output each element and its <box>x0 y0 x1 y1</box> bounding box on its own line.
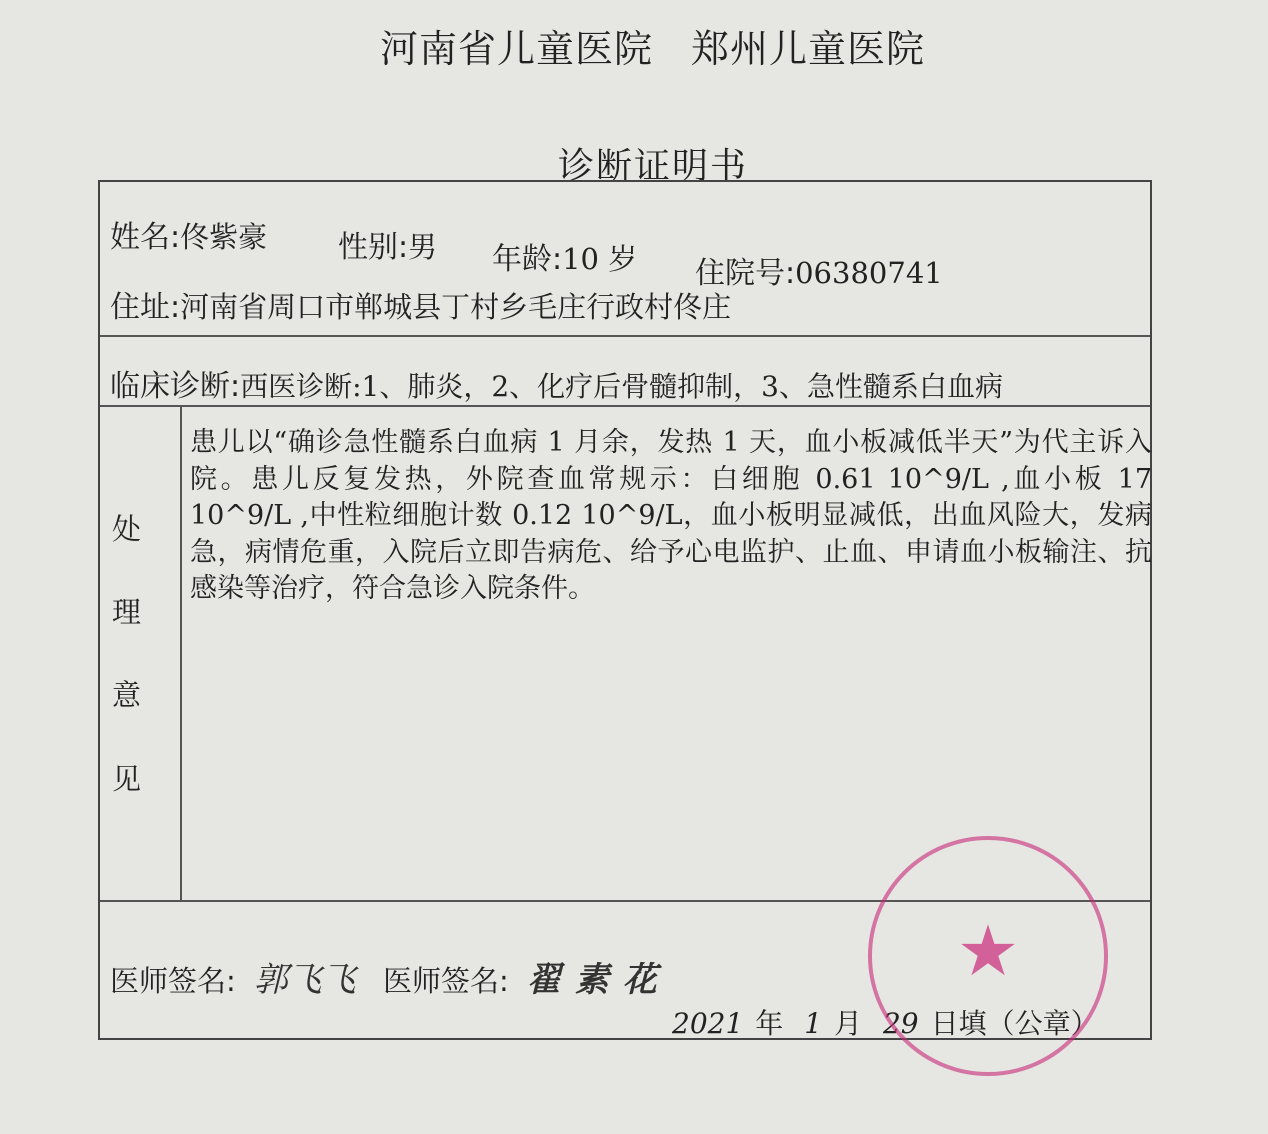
hospital-id: 06380741 <box>795 256 943 290</box>
hospital-name-2: 郑州儿童医院 <box>691 27 926 71</box>
official-seal <box>868 836 1108 1076</box>
label-char: 见 <box>112 762 142 796</box>
signature-label-1: 医师签名: <box>110 964 236 998</box>
treatment-label <box>100 407 182 900</box>
signature-printed: 翟素花 <box>526 960 671 1000</box>
month-unit: 月 <box>834 1007 863 1040</box>
label-char: 意 <box>112 678 142 712</box>
day-suffix: 日填（公章） <box>930 1007 1099 1040</box>
label-char: 理 <box>112 595 142 629</box>
label-char: 处 <box>112 512 142 546</box>
patient-address: 河南省周口市郸城县丁村乡毛庄行政村佟庄 <box>180 290 732 324</box>
diagnosis-row <box>100 337 1150 407</box>
age-label: 年龄: <box>492 242 563 277</box>
treatment-row <box>100 407 1150 902</box>
treatment-text: 患儿以“确诊急性髓系白血病 1 月余，发热 1 天，血小板减低半天”为代主诉入院。患儿反复发热，外院查血常规示：白细胞 0.61 10^9/L ,血小板 17 10^9/L ,中性粒细胞计数 0.12 10^9/L，血小板明显减低，出血风险大，发病急，病情危重，入院后立即告病危、给予心电监护、止血、申请血小板输注、抗感染等治疗，符合急诊入院条件。 <box>190 427 1152 604</box>
address-label: 住址: <box>110 290 181 325</box>
patient-info-row <box>100 182 1150 337</box>
date-year: 2021 <box>672 1007 744 1040</box>
name-label: 姓名: <box>110 220 181 255</box>
patient-age: 10 岁 <box>562 242 638 276</box>
diagnosis-text: 西医诊断:1、肺炎，2、化疗后骨髓抑制，3、急性髓系白血病 <box>240 370 1003 403</box>
signature-handwritten: 郭飞飞 <box>253 960 356 1000</box>
sex-label: 性别: <box>338 230 409 265</box>
year-unit: 年 <box>755 1007 784 1040</box>
id-label: 住院号: <box>695 256 796 291</box>
patient-sex: 男 <box>408 230 438 264</box>
hospital-header <box>380 18 963 73</box>
document-title: 诊断证明书 <box>558 146 749 187</box>
diagnosis-label: 临床诊断: <box>110 369 241 404</box>
patient-name: 佟紫豪 <box>180 220 268 254</box>
hospital-name-1: 河南省儿童医院 <box>380 27 654 71</box>
date-day: 29 <box>882 1007 919 1040</box>
date-month: 1 <box>804 1007 823 1040</box>
signature-label-2: 医师签名: <box>383 964 509 998</box>
star-icon: ★ <box>956 910 1020 992</box>
